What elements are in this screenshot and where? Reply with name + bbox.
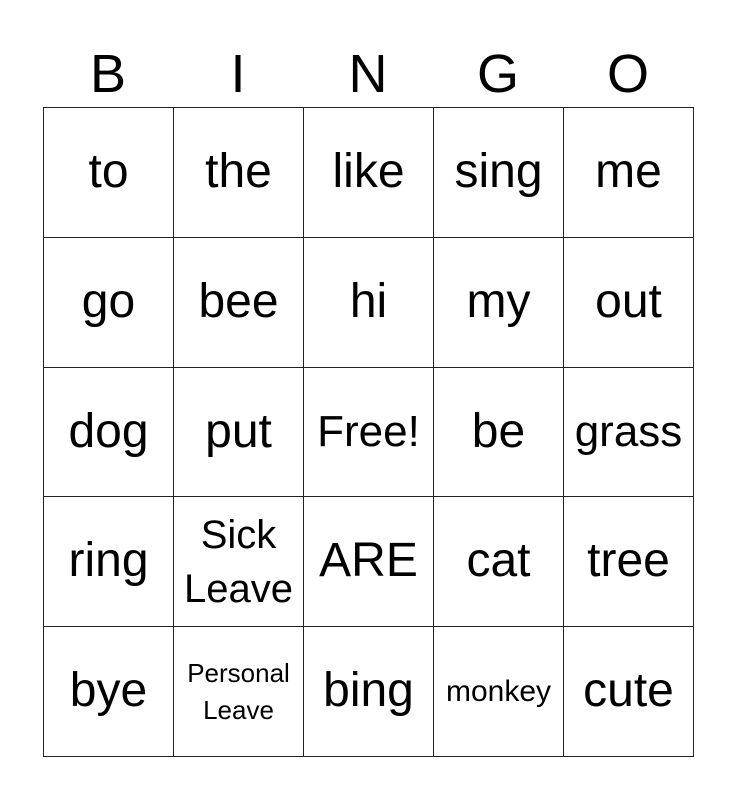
bingo-cell[interactable]	[174, 497, 304, 627]
cell-word: me	[595, 145, 662, 198]
cell-word: ring	[68, 534, 149, 588]
header-letter-n: N	[348, 44, 388, 104]
bingo-cell[interactable]	[434, 108, 564, 238]
cell-word: put	[205, 404, 272, 458]
cell-word: out	[595, 274, 662, 328]
bingo-cell[interactable]	[564, 108, 694, 238]
bingo-cell[interactable]	[304, 627, 434, 757]
cell-word: the	[205, 145, 272, 198]
bingo-cell[interactable]	[564, 627, 694, 757]
bingo-cell[interactable]	[174, 108, 304, 238]
bingo-free-cell[interactable]	[304, 368, 434, 498]
cell-word: like	[332, 145, 405, 198]
cell-word: bee	[198, 274, 279, 328]
bingo-cell[interactable]	[174, 238, 304, 368]
cell-word: monkey	[445, 674, 552, 708]
bingo-cell[interactable]	[44, 368, 174, 498]
cell-word: bye	[69, 664, 148, 718]
cell-word: Free!	[317, 406, 420, 456]
bingo-cell[interactable]	[44, 627, 174, 757]
cell-word: to	[88, 145, 129, 198]
cell-word: hi	[349, 274, 388, 328]
bingo-cell[interactable]	[564, 238, 694, 368]
cell-word: dog	[68, 404, 149, 458]
header-letter-i: I	[230, 44, 246, 104]
cell-word: cat	[466, 534, 531, 588]
cell-word: Personal Leave	[187, 658, 290, 725]
bingo-cell[interactable]	[304, 238, 434, 368]
bingo-cell[interactable]	[304, 497, 434, 627]
bingo-cell[interactable]	[434, 627, 564, 757]
header-letter-b: B	[89, 44, 127, 104]
bingo-cell[interactable]	[44, 497, 174, 627]
cell-word: bing	[323, 664, 414, 718]
bingo-cell[interactable]	[564, 368, 694, 498]
bingo-cell[interactable]	[434, 368, 564, 498]
bingo-header	[43, 42, 693, 106]
cell-word: my	[466, 274, 531, 328]
cell-word: cute	[583, 664, 674, 718]
bingo-cell[interactable]	[434, 497, 564, 627]
cell-word: go	[81, 274, 136, 328]
header-letter-o: O	[606, 44, 649, 104]
cell-word: sing	[454, 145, 543, 198]
bingo-cell[interactable]	[44, 238, 174, 368]
bingo-cell[interactable]	[174, 368, 304, 498]
bingo-cell[interactable]	[44, 108, 174, 238]
bingo-card-grid	[43, 107, 694, 757]
cell-word: be	[471, 404, 526, 458]
cell-word: Sick Leave	[184, 512, 293, 611]
bingo-cell[interactable]	[434, 238, 564, 368]
cell-word: grass	[574, 406, 683, 456]
bingo-cell[interactable]	[174, 627, 304, 757]
header-letter-g: G	[476, 44, 519, 104]
cell-word: tree	[587, 534, 670, 588]
bingo-cell[interactable]	[564, 497, 694, 627]
cell-word: ARE	[319, 534, 418, 588]
bingo-cell[interactable]	[304, 108, 434, 238]
